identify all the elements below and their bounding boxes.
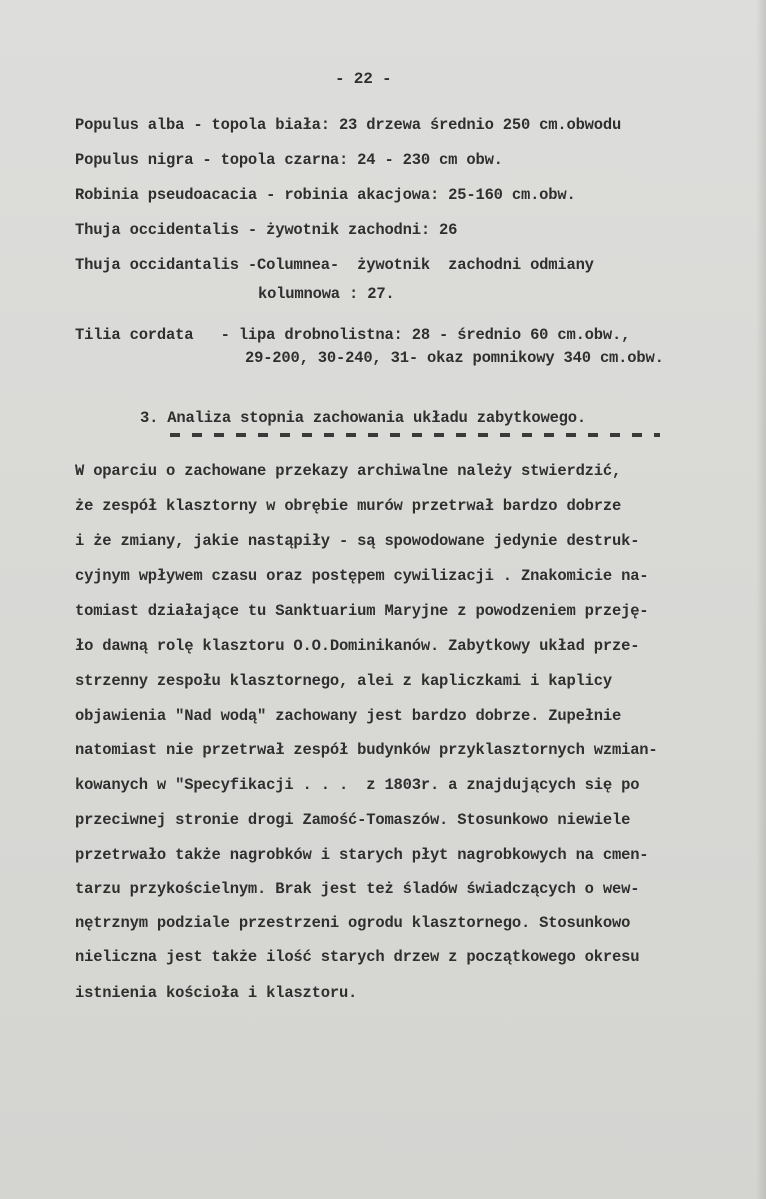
species-line: Robinia pseudoacacia - robinia akacjowa: 25-160 cm.obw.	[75, 186, 576, 204]
species-line: Thuja occidentalis - żywotnik zachodni: 26	[75, 221, 458, 239]
heading-underline	[170, 433, 660, 437]
paragraph-line: W oparciu o zachowane przekazy archiwalne należy stwierdzić,	[75, 462, 622, 480]
paragraph-line: nieliczna jest także ilość starych drzew z początkowego okresu	[75, 948, 640, 966]
species-line: Tilia cordata - lipa drobnolistna: 28 - średnio 60 cm.obw.,	[75, 326, 631, 344]
species-line-continuation: 29-200, 30-240, 31- okaz pomnikowy 340 cm.obw.	[245, 349, 664, 367]
paragraph-line: tomiast działające tu Sanktuarium Maryjne z powodzeniem przeję-	[75, 602, 649, 620]
paragraph-line: że zespół klasztorny w obrębie murów przetrwał bardzo dobrze	[75, 497, 622, 515]
paragraph-line: objawienia "Nad wodą" zachowany jest bardzo dobrze. Zupełnie	[75, 707, 622, 725]
paragraph-line: tarzu przykościelnym. Brak jest też śladów świadczących o wew-	[75, 880, 640, 898]
species-line: Populus nigra - topola czarna: 24 - 230 cm obw.	[75, 151, 503, 169]
paragraph-line: cyjnym wpływem czasu oraz postępem cywilizacji . Znakomicie na-	[75, 567, 649, 585]
species-line: Thuja occidantalis -Columnea- żywotnik zachodni odmiany	[75, 256, 594, 274]
paragraph-line: przeciwnej stronie drogi Zamość-Tomaszów. Stosunkowo niewiele	[75, 811, 631, 829]
paragraph-line: kowanych w "Specyfikacji . . . z 1803r. a znajdujących się po	[75, 776, 640, 794]
paragraph-line: nętrznym podziale przestrzeni ogrodu klasztornego. Stosunkowo	[75, 914, 631, 932]
paragraph-line: ło dawną rolę klasztoru O.O.Dominikanów. Zabytkowy układ prze-	[75, 637, 640, 655]
paragraph-line: przetrwało także nagrobków i starych płyt nagrobkowych na cmen-	[75, 846, 649, 864]
paragraph-line: i że zmiany, jakie nastąpiły - są spowodowane jedynie destruk-	[75, 532, 640, 550]
page-number: - 22 -	[335, 70, 392, 88]
section-heading: 3. Analiza stopnia zachowania układu zabytkowego.	[140, 409, 586, 427]
species-line-continuation: kolumnowa : 27.	[258, 285, 395, 303]
paragraph-line: istnienia kościoła i klasztoru.	[75, 984, 358, 1002]
paragraph-line: strzenny zespołu klasztornego, alei z kapliczkami i kaplicy	[75, 672, 612, 690]
species-line: Populus alba - topola biała: 23 drzewa średnio 250 cm.obwodu	[75, 116, 622, 134]
paragraph-line: natomiast nie przetrwał zespół budynków przyklasztornych wzmian-	[75, 741, 658, 759]
